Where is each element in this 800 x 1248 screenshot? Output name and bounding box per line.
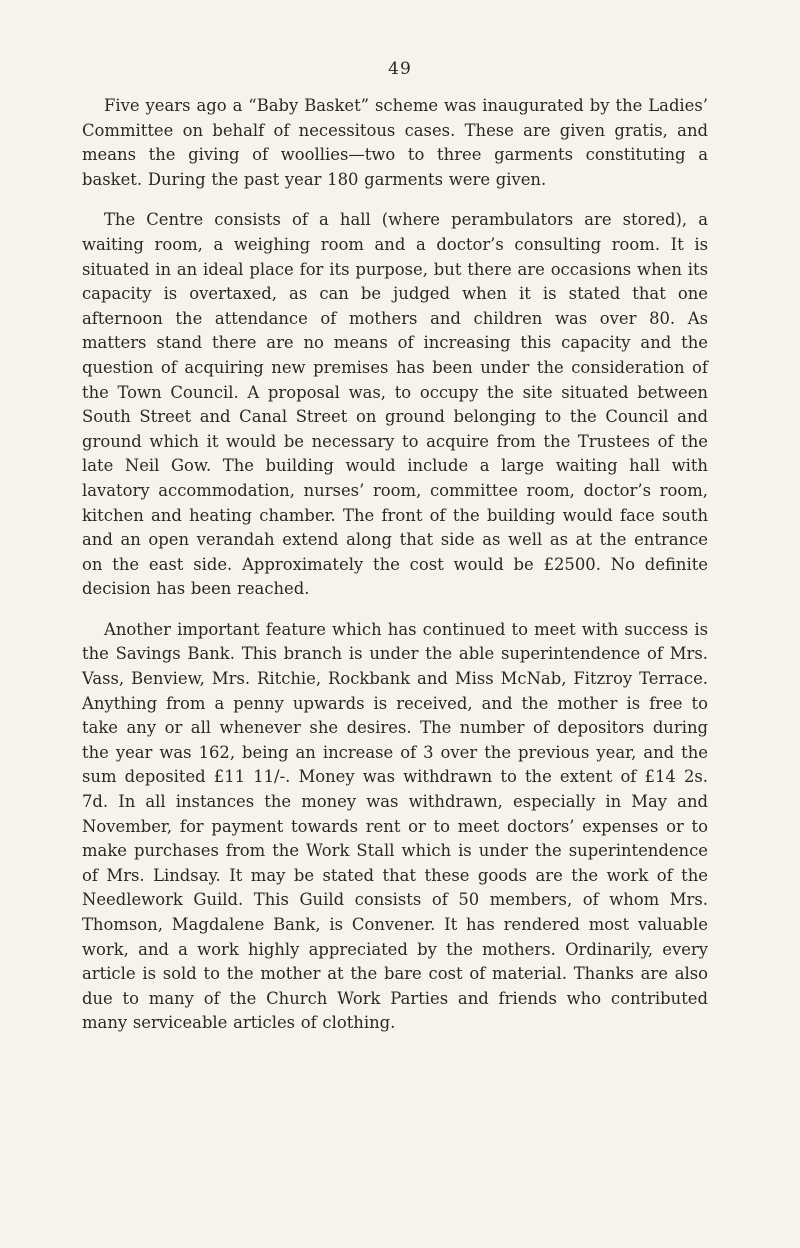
paragraph-baby-basket: Five years ago a “Baby Basket” scheme was inaugurated by the Ladies’ Committee on behalf of necessitous cases. These are given gratis, and means the giving of woollies—two to three garments constituting a basket. During the past year 180 garments were given. xyxy=(82,96,708,189)
paragraph-savings-bank: Another important feature which has continued to meet with success is the Savings Bank. This branch is under the able superintendence of Mrs. Vass, Benview, Mrs. Ritchie, Rockbank and Miss McNab, Fitzroy Terrace. Anything from a penny upwards is received, and the mother is free to take any or all whenever she desires. The number of depositors during the year was 162, being an increase of 3 over the previous year, and the sum deposited £11 11/-. Money was withdrawn to the extent of £14 2s. 7d. In all instances the money was withdrawn, especially in May and November, for payment towards rent or to meet doctors’ expenses or to make purchases from the Work Stall which is under the superintendence of Mrs. Lindsay. It may be stated that these goods are the work of the Needlework Guild. This Guild consists of 50 members, of whom Mrs. Thomson, Magdalene Bank, is Convener. It has rendered most valuable work, and a work highly appreciated by the mothers. Ordinarily, every article is sold to the mother at the bare cost of material. Thanks are also due to many of the Church Work Parties and friends who contributed many serviceable articles of clothing. xyxy=(82,619,708,1033)
page-number: 49 xyxy=(388,59,412,79)
paragraph-centre-premises: The Centre consists of a hall (where perambulators are stored), a waiting room, a weighing room and a doctor’s consulting room. It is situated in an ideal place for its purpose, but there are occasions when its capacity is overtaxed, as can be judged when it is stated that one afternoon the attendance of mothers and children was over 80. As matters stand there are no means of increasing this capacity and the question of acquiring new premises has been under the consideration of the Town Council. A proposal was, to occupy the site situated between South Street and Canal Street on ground belonging to the Council and ground which it would be necessary to acquire from the Trustees of the late Neil Gow. The building would include a large waiting hall with lavatory accommodation, nurses’ room, committee room, doctor’s room, kitchen and heating chamber. The front of the building would face south and an open verandah extend along that side as well as at the entrance on the east side. Approximately the cost would be £2500. No definite decision has been reached. xyxy=(82,210,708,599)
body-text xyxy=(82,94,708,1052)
